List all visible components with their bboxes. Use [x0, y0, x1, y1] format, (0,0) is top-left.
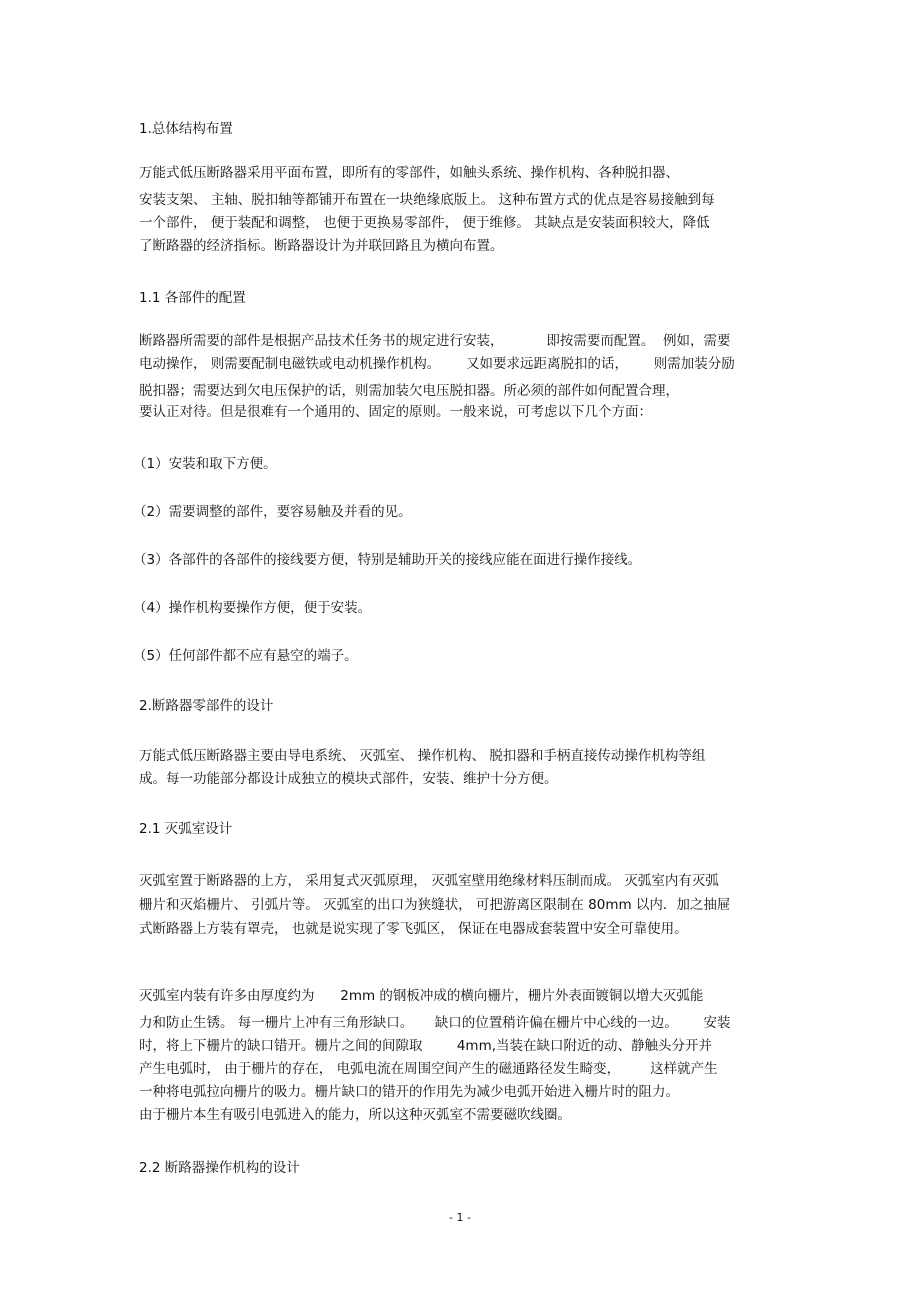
section-1-1-paragraph	[139, 330, 779, 424]
text-line: 由于栅片本生有吸引电弧进入的能力，所以这种灭弧室不需要磁吹线圈。	[139, 1107, 571, 1123]
text-line: 灭弧室置于断路器的上方， 采用复式灭弧原理， 灭弧室壁用绝缘材料压制而成。 灭弧室内有灭弧	[139, 873, 719, 889]
text-line: 断路器所需要的部件是根据产品技术任务书的规定进行安装， 即按需要而配置。 例如，需要	[139, 333, 731, 349]
list-item: （1）安装和取下方便。	[133, 456, 277, 472]
list-item: （5）任何部件都不应有悬空的端子。	[133, 648, 358, 664]
list-item: （2）需要调整的部件，要容易触及并看的见。	[133, 504, 412, 520]
text-line: 安装支架、 主轴、脱扣轴等都铺开布置在一块绝缘底版上。 这种布置方式的优点是容易接触到每	[139, 192, 715, 208]
text-line: 了断路器的经济指标。断路器设计为并联回路且为横向布置。	[139, 238, 504, 254]
text-line: 万能式低压断路器主要由导电系统、 灭弧室、 操作机构、 脱扣器和手柄直接传动操作机构等组	[139, 748, 706, 764]
text-line: 脱扣器；需要达到欠电压保护的话，则需加装欠电压脱扣器。所必须的部件如何配置合理，	[139, 383, 679, 399]
section-2-2-heading: 2.2 断路器操作机构的设计	[139, 1160, 300, 1176]
text-line: 一个部件， 便于装配和调整， 也便于更换易零部件， 便于维修。 其缺点是安装面积较大，降低	[139, 215, 710, 231]
section-2-1-heading: 2.1 灭弧室设计	[139, 821, 233, 837]
text-line: 一种将电弧拉向栅片的吸力。栅片缺口的错开的作用先为减少电弧开始进入栅片时的阻力。	[139, 1084, 679, 1100]
text-line: 时，将上下栅片的缺口错开。栅片之间的间隙取 4mm,当装在缺口附近的动、静触头分开并	[139, 1038, 713, 1054]
list-item: （3）各部件的各部件的接线要方便，特别是辅助开关的接线应能在面进行操作接线。	[133, 552, 642, 568]
text-line: 电动操作， 则需要配制电磁铁或电动机操作机构。 又如要求远距离脱扣的话， 则需加装分励	[139, 356, 735, 372]
text-line: 成。每一功能部分都设计成独立的模块式部件，安装、维护十分方便。	[139, 771, 558, 787]
text-line: 要认正对待。但是很难有一个通用的、固定的原则。一般来说，可考虑以下几个方面：	[139, 404, 652, 420]
list-item: （4）操作机构要操作方便，便于安装。	[133, 600, 372, 616]
section-1-1-heading: 1.1 各部件的配置	[139, 290, 246, 306]
text-line: 产生电弧时， 由于栅片的存在， 电弧电流在周围空间产生的磁通路径发生畸变， 这样就产生	[139, 1061, 718, 1077]
text-line: 式断路器上方装有罩壳， 也就是说实现了零飞弧区， 保证在电器成套装置中安全可靠使用。	[139, 921, 688, 937]
section-2-paragraph	[139, 745, 779, 791]
section-2-1-paragraph-2	[139, 985, 779, 1127]
section-2-heading: 2.断路器零部件的设计	[139, 698, 274, 714]
page-number: - 1 -	[449, 1211, 471, 1224]
text-line: 力和防止生锈。 每一栅片上冲有三角形缺口。 缺口的位置稍许偏在栅片中心线的一边。 安装	[139, 1015, 731, 1031]
text-line: 栅片和灭焰栅片、 引弧片等。 灭弧室的出口为狭缝状， 可把游离区限制在 80mm 以内．加之抽屉	[139, 897, 731, 913]
text-line: 灭弧室内装有许多由厚度约为 2mm 的钢板冲成的横向栅片，栅片外表面镀铜以增大灭弧能	[139, 988, 704, 1004]
section-1-heading: 1.总体结构布置	[139, 121, 233, 137]
section-1-paragraph	[139, 162, 779, 258]
section-2-1-paragraph-1	[139, 869, 779, 941]
text-line: 万能式低压断路器采用平面布置，即所有的零部件，如触头系统、操作机构、各种脱扣器、	[139, 165, 679, 181]
